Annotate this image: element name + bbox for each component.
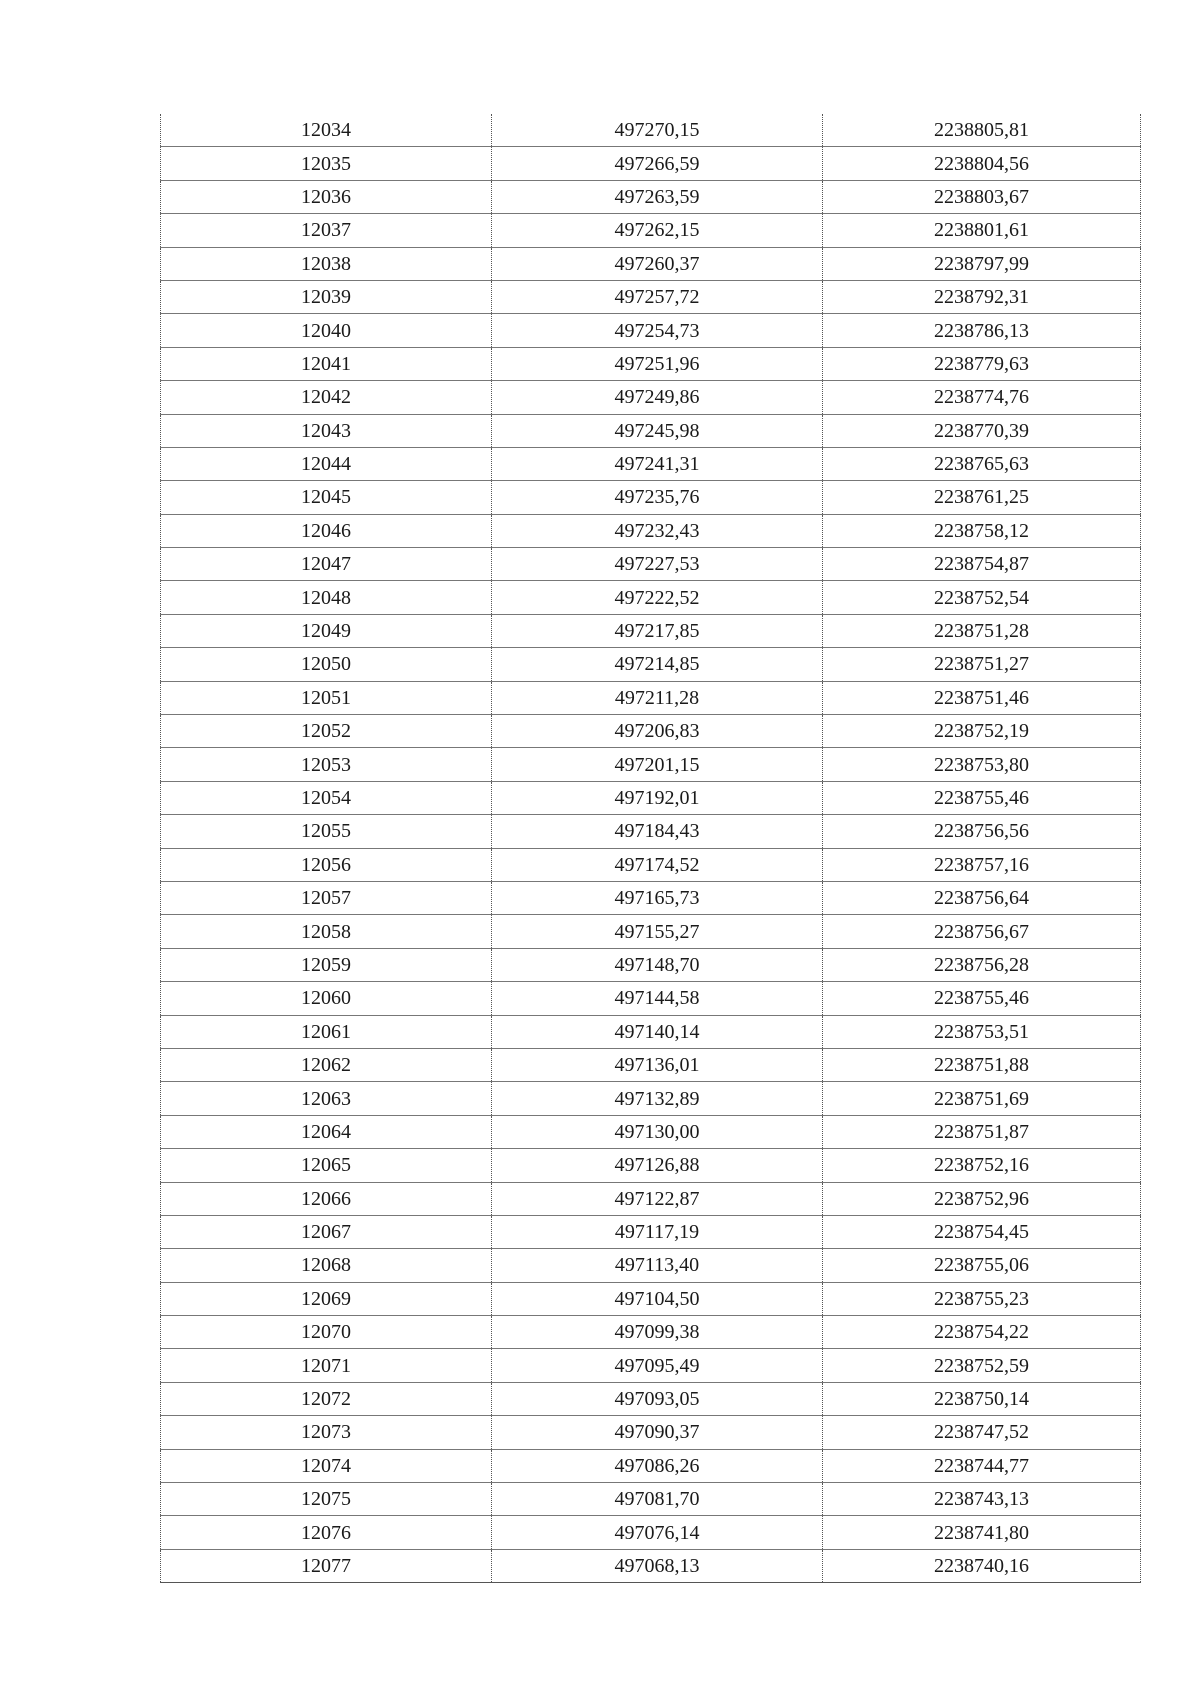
table-row (161, 1282, 1141, 1315)
y-coordinate-cell: 2238752,16 (823, 1149, 1141, 1182)
y-coordinate-cell: 2238754,45 (823, 1215, 1141, 1248)
x-coordinate-cell: 497144,58 (492, 982, 823, 1015)
point-number-cell: 12064 (161, 1115, 492, 1148)
point-number-cell: 12053 (161, 748, 492, 781)
table-row (161, 1349, 1141, 1382)
y-coordinate-cell: 2238765,63 (823, 447, 1141, 480)
point-number-cell: 12040 (161, 314, 492, 347)
x-coordinate-cell: 497270,15 (492, 114, 823, 147)
table-row (161, 681, 1141, 714)
y-coordinate-cell: 2238758,12 (823, 514, 1141, 547)
point-number-cell: 12041 (161, 347, 492, 380)
x-coordinate-cell: 497155,27 (492, 915, 823, 948)
table-row (161, 1149, 1141, 1182)
y-coordinate-cell: 2238753,51 (823, 1015, 1141, 1048)
table-row (161, 247, 1141, 280)
x-coordinate-cell: 497174,52 (492, 848, 823, 881)
x-coordinate-cell: 497260,37 (492, 247, 823, 280)
table-row (161, 147, 1141, 180)
table-row (161, 1416, 1141, 1449)
y-coordinate-cell: 2238751,69 (823, 1082, 1141, 1115)
x-coordinate-cell: 497211,28 (492, 681, 823, 714)
table-row (161, 915, 1141, 948)
point-number-cell: 12035 (161, 147, 492, 180)
y-coordinate-cell: 2238770,39 (823, 414, 1141, 447)
y-coordinate-cell: 2238755,06 (823, 1249, 1141, 1282)
point-number-cell: 12066 (161, 1182, 492, 1215)
point-number-cell: 12048 (161, 581, 492, 614)
y-coordinate-cell: 2238751,88 (823, 1048, 1141, 1081)
y-coordinate-cell: 2238754,22 (823, 1316, 1141, 1349)
y-coordinate-cell: 2238779,63 (823, 347, 1141, 380)
y-coordinate-cell: 2238744,77 (823, 1449, 1141, 1482)
y-coordinate-cell: 2238761,25 (823, 481, 1141, 514)
x-coordinate-cell: 497184,43 (492, 815, 823, 848)
y-coordinate-cell: 2238755,46 (823, 781, 1141, 814)
y-coordinate-cell: 2238751,87 (823, 1115, 1141, 1148)
y-coordinate-cell: 2238792,31 (823, 280, 1141, 313)
point-number-cell: 12055 (161, 815, 492, 848)
y-coordinate-cell: 2238750,14 (823, 1382, 1141, 1415)
x-coordinate-cell: 497257,72 (492, 280, 823, 313)
table-row (161, 715, 1141, 748)
x-coordinate-cell: 497068,13 (492, 1549, 823, 1582)
point-number-cell: 12049 (161, 614, 492, 647)
point-number-cell: 12050 (161, 648, 492, 681)
table-row (161, 180, 1141, 213)
point-number-cell: 12077 (161, 1549, 492, 1582)
table-row (161, 414, 1141, 447)
y-coordinate-cell: 2238741,80 (823, 1516, 1141, 1549)
table-row (161, 1182, 1141, 1215)
table-row (161, 648, 1141, 681)
x-coordinate-cell: 497117,19 (492, 1215, 823, 1248)
x-coordinate-cell: 497263,59 (492, 180, 823, 213)
y-coordinate-cell: 2238751,27 (823, 648, 1141, 681)
y-coordinate-cell: 2238803,67 (823, 180, 1141, 213)
x-coordinate-cell: 497126,88 (492, 1149, 823, 1182)
table-row (161, 815, 1141, 848)
table-row (161, 1082, 1141, 1115)
x-coordinate-cell: 497130,00 (492, 1115, 823, 1148)
table-row (161, 1449, 1141, 1482)
table-row (161, 748, 1141, 781)
x-coordinate-cell: 497122,87 (492, 1182, 823, 1215)
table-row (161, 548, 1141, 581)
coordinates-table (160, 114, 1141, 1583)
y-coordinate-cell: 2238801,61 (823, 214, 1141, 247)
point-number-cell: 12065 (161, 1149, 492, 1182)
x-coordinate-cell: 497104,50 (492, 1282, 823, 1315)
x-coordinate-cell: 497140,14 (492, 1015, 823, 1048)
point-number-cell: 12067 (161, 1215, 492, 1248)
x-coordinate-cell: 497266,59 (492, 147, 823, 180)
y-coordinate-cell: 2238756,64 (823, 881, 1141, 914)
point-number-cell: 12051 (161, 681, 492, 714)
table-row (161, 347, 1141, 380)
table-row (161, 381, 1141, 414)
y-coordinate-cell: 2238751,28 (823, 614, 1141, 647)
table-row (161, 1549, 1141, 1582)
point-number-cell: 12037 (161, 214, 492, 247)
x-coordinate-cell: 497148,70 (492, 948, 823, 981)
y-coordinate-cell: 2238804,56 (823, 147, 1141, 180)
x-coordinate-cell: 497235,76 (492, 481, 823, 514)
point-number-cell: 12063 (161, 1082, 492, 1115)
y-coordinate-cell: 2238752,54 (823, 581, 1141, 614)
x-coordinate-cell: 497217,85 (492, 614, 823, 647)
table-row (161, 280, 1141, 313)
x-coordinate-cell: 497132,89 (492, 1082, 823, 1115)
y-coordinate-cell: 2238757,16 (823, 848, 1141, 881)
x-coordinate-cell: 497090,37 (492, 1416, 823, 1449)
table-row (161, 481, 1141, 514)
point-number-cell: 12045 (161, 481, 492, 514)
table-row (161, 1316, 1141, 1349)
x-coordinate-cell: 497086,26 (492, 1449, 823, 1482)
point-number-cell: 12068 (161, 1249, 492, 1282)
x-coordinate-cell: 497232,43 (492, 514, 823, 547)
table-row (161, 982, 1141, 1015)
table-row (161, 1483, 1141, 1516)
coordinates-table-body (161, 114, 1141, 1583)
y-coordinate-cell: 2238756,67 (823, 915, 1141, 948)
point-number-cell: 12038 (161, 247, 492, 280)
point-number-cell: 12047 (161, 548, 492, 581)
x-coordinate-cell: 497136,01 (492, 1048, 823, 1081)
point-number-cell: 12072 (161, 1382, 492, 1415)
table-row (161, 1215, 1141, 1248)
y-coordinate-cell: 2238754,87 (823, 548, 1141, 581)
point-number-cell: 12036 (161, 180, 492, 213)
table-row (161, 314, 1141, 347)
x-coordinate-cell: 497241,31 (492, 447, 823, 480)
y-coordinate-cell: 2238797,99 (823, 247, 1141, 280)
x-coordinate-cell: 497249,86 (492, 381, 823, 414)
x-coordinate-cell: 497254,73 (492, 314, 823, 347)
y-coordinate-cell: 2238740,16 (823, 1549, 1141, 1582)
table-row (161, 848, 1141, 881)
table-row (161, 114, 1141, 147)
point-number-cell: 12074 (161, 1449, 492, 1482)
point-number-cell: 12057 (161, 881, 492, 914)
x-coordinate-cell: 497262,15 (492, 214, 823, 247)
table-row (161, 1015, 1141, 1048)
point-number-cell: 12073 (161, 1416, 492, 1449)
y-coordinate-cell: 2238755,46 (823, 982, 1141, 1015)
y-coordinate-cell: 2238751,46 (823, 681, 1141, 714)
x-coordinate-cell: 497093,05 (492, 1382, 823, 1415)
table-row (161, 514, 1141, 547)
y-coordinate-cell: 2238755,23 (823, 1282, 1141, 1315)
point-number-cell: 12039 (161, 280, 492, 313)
y-coordinate-cell: 2238743,13 (823, 1483, 1141, 1516)
point-number-cell: 12071 (161, 1349, 492, 1382)
table-row (161, 581, 1141, 614)
table-row (161, 1048, 1141, 1081)
x-coordinate-cell: 497245,98 (492, 414, 823, 447)
y-coordinate-cell: 2238752,19 (823, 715, 1141, 748)
point-number-cell: 12034 (161, 114, 492, 147)
point-number-cell: 12062 (161, 1048, 492, 1081)
x-coordinate-cell: 497113,40 (492, 1249, 823, 1282)
x-coordinate-cell: 497076,14 (492, 1516, 823, 1549)
x-coordinate-cell: 497227,53 (492, 548, 823, 581)
point-number-cell: 12070 (161, 1316, 492, 1349)
x-coordinate-cell: 497214,85 (492, 648, 823, 681)
x-coordinate-cell: 497095,49 (492, 1349, 823, 1382)
point-number-cell: 12069 (161, 1282, 492, 1315)
x-coordinate-cell: 497206,83 (492, 715, 823, 748)
point-number-cell: 12059 (161, 948, 492, 981)
x-coordinate-cell: 497099,38 (492, 1316, 823, 1349)
point-number-cell: 12054 (161, 781, 492, 814)
x-coordinate-cell: 497192,01 (492, 781, 823, 814)
y-coordinate-cell: 2238756,56 (823, 815, 1141, 848)
x-coordinate-cell: 497165,73 (492, 881, 823, 914)
point-number-cell: 12076 (161, 1516, 492, 1549)
point-number-cell: 12043 (161, 414, 492, 447)
point-number-cell: 12044 (161, 447, 492, 480)
point-number-cell: 12042 (161, 381, 492, 414)
point-number-cell: 12075 (161, 1483, 492, 1516)
y-coordinate-cell: 2238747,52 (823, 1416, 1141, 1449)
x-coordinate-cell: 497201,15 (492, 748, 823, 781)
table-row (161, 447, 1141, 480)
x-coordinate-cell: 497222,52 (492, 581, 823, 614)
y-coordinate-cell: 2238774,76 (823, 381, 1141, 414)
table-row (161, 781, 1141, 814)
point-number-cell: 12061 (161, 1015, 492, 1048)
table-row (161, 1516, 1141, 1549)
table-row (161, 1115, 1141, 1148)
point-number-cell: 12052 (161, 715, 492, 748)
y-coordinate-cell: 2238752,59 (823, 1349, 1141, 1382)
point-number-cell: 12046 (161, 514, 492, 547)
table-row (161, 1249, 1141, 1282)
y-coordinate-cell: 2238786,13 (823, 314, 1141, 347)
x-coordinate-cell: 497251,96 (492, 347, 823, 380)
y-coordinate-cell: 2238756,28 (823, 948, 1141, 981)
table-row (161, 614, 1141, 647)
point-number-cell: 12056 (161, 848, 492, 881)
x-coordinate-cell: 497081,70 (492, 1483, 823, 1516)
table-row (161, 948, 1141, 981)
table-row (161, 214, 1141, 247)
point-number-cell: 12060 (161, 982, 492, 1015)
y-coordinate-cell: 2238805,81 (823, 114, 1141, 147)
y-coordinate-cell: 2238753,80 (823, 748, 1141, 781)
table-row (161, 881, 1141, 914)
table-row (161, 1382, 1141, 1415)
point-number-cell: 12058 (161, 915, 492, 948)
y-coordinate-cell: 2238752,96 (823, 1182, 1141, 1215)
